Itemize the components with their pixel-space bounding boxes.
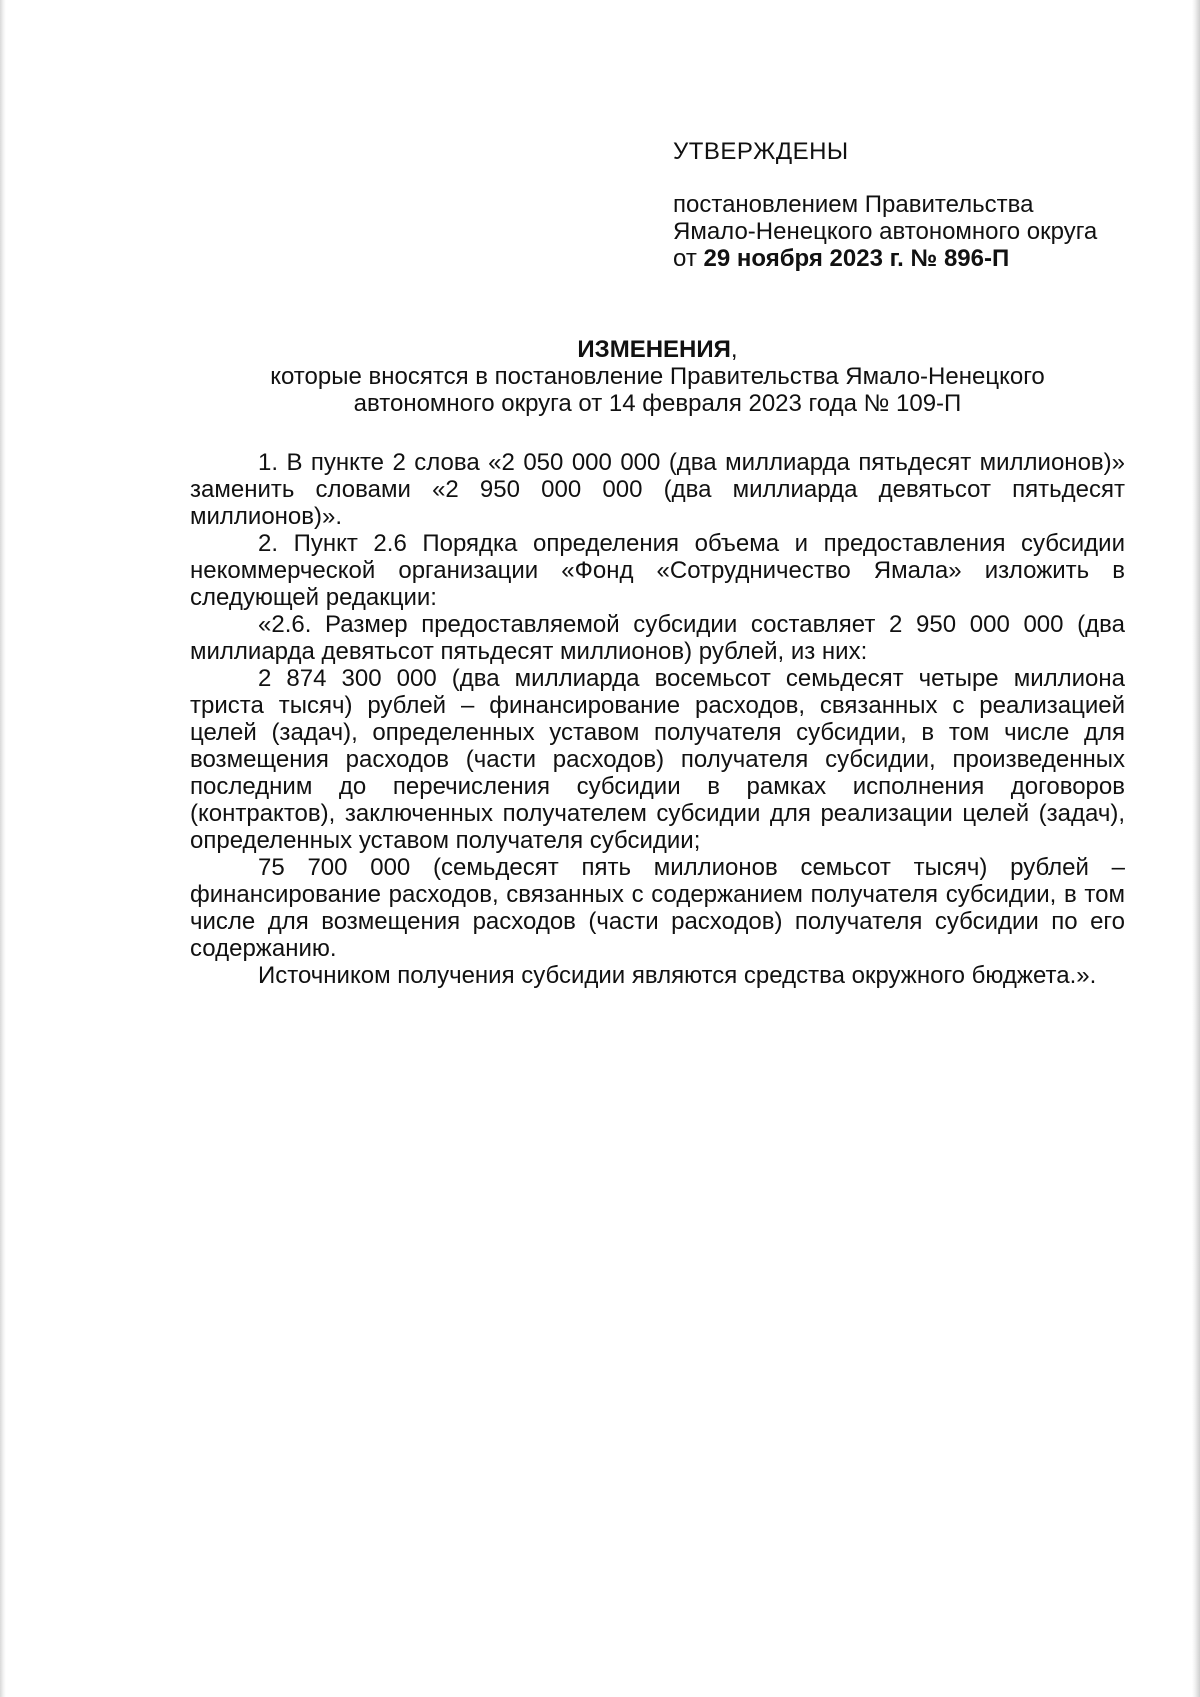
paragraph-goals-financing: 2 874 300 000 (два миллиарда восемьсот семьдесят четыре миллиона триста тысяч) рублей – финансирование расходов, связанных с реализацией целей (задач), определенных уставом получателя субсидии, в том числе для возмещения расходов (части расходов) получателя субсидии, произведенных последним до перечисления субсидии в рамках исполнения договоров (контрактов), заключенных получателем субсидии для реализации целей (задач), определенных уставом получателя субсидии; bbox=[190, 665, 1125, 854]
approval-line-date-number bbox=[673, 245, 1133, 272]
approval-date-number: 29 ноября 2023 г. № 896-П bbox=[703, 245, 1010, 272]
page-left-edge-shadow bbox=[0, 0, 6, 1697]
approval-line-resolution: постановлением Правительства bbox=[673, 191, 1034, 218]
heading-subtitle-line-1: которые вносятся в постановление Правительства Ямало-Ненецкого bbox=[270, 363, 1045, 390]
document-body bbox=[190, 449, 1125, 989]
paragraph-maintenance-financing: 75 700 000 (семьдесят пять миллионов семьсот тысяч) рублей – финансирование расходов, связанных с содержанием получателя субсидии, в том числе для возмещения расходов (части расходов) получателя субсидии по его содержанию. bbox=[190, 854, 1125, 962]
approval-line-government: Ямало-Ненецкого автономного округа bbox=[673, 218, 1098, 245]
paragraph-item-2: 2. Пункт 2.6 Порядка определения объема и предоставления субсидии некоммерческой организации «Фонд «Сотрудничество Ямала» изложить в следующей редакции: bbox=[190, 530, 1125, 611]
approval-stamp-block bbox=[673, 138, 1133, 272]
approval-title: УТВЕРЖДЕНЫ bbox=[673, 138, 849, 165]
page-right-edge-shadow bbox=[1192, 0, 1200, 1697]
approval-date-prefix: от bbox=[673, 245, 704, 272]
paragraph-item-1: 1. В пункте 2 слова «2 050 000 000 (два миллиарда пятьдесят миллионов)» заменить словами «2 950 000 000 (два миллиарда девятьсот пятьдесят миллионов)». bbox=[190, 449, 1125, 530]
paragraph-subsidy-amount: «2.6. Размер предоставляемой субсидии составляет 2 950 000 000 (два миллиарда девятьсот пятьдесят миллионов) рублей, из них: bbox=[190, 611, 1125, 665]
heading-title: ИЗМЕНЕНИЯ bbox=[577, 336, 731, 363]
heading-subtitle-line-2: автономного округа от 14 февраля 2023 года № 109-П bbox=[353, 390, 962, 417]
heading-title-comma: , bbox=[730, 336, 738, 363]
heading-title-line bbox=[190, 336, 1125, 363]
paragraph-funding-source: Источником получения субсидии являются средства окружного бюджета.». bbox=[258, 962, 1097, 989]
document-heading bbox=[190, 336, 1125, 417]
